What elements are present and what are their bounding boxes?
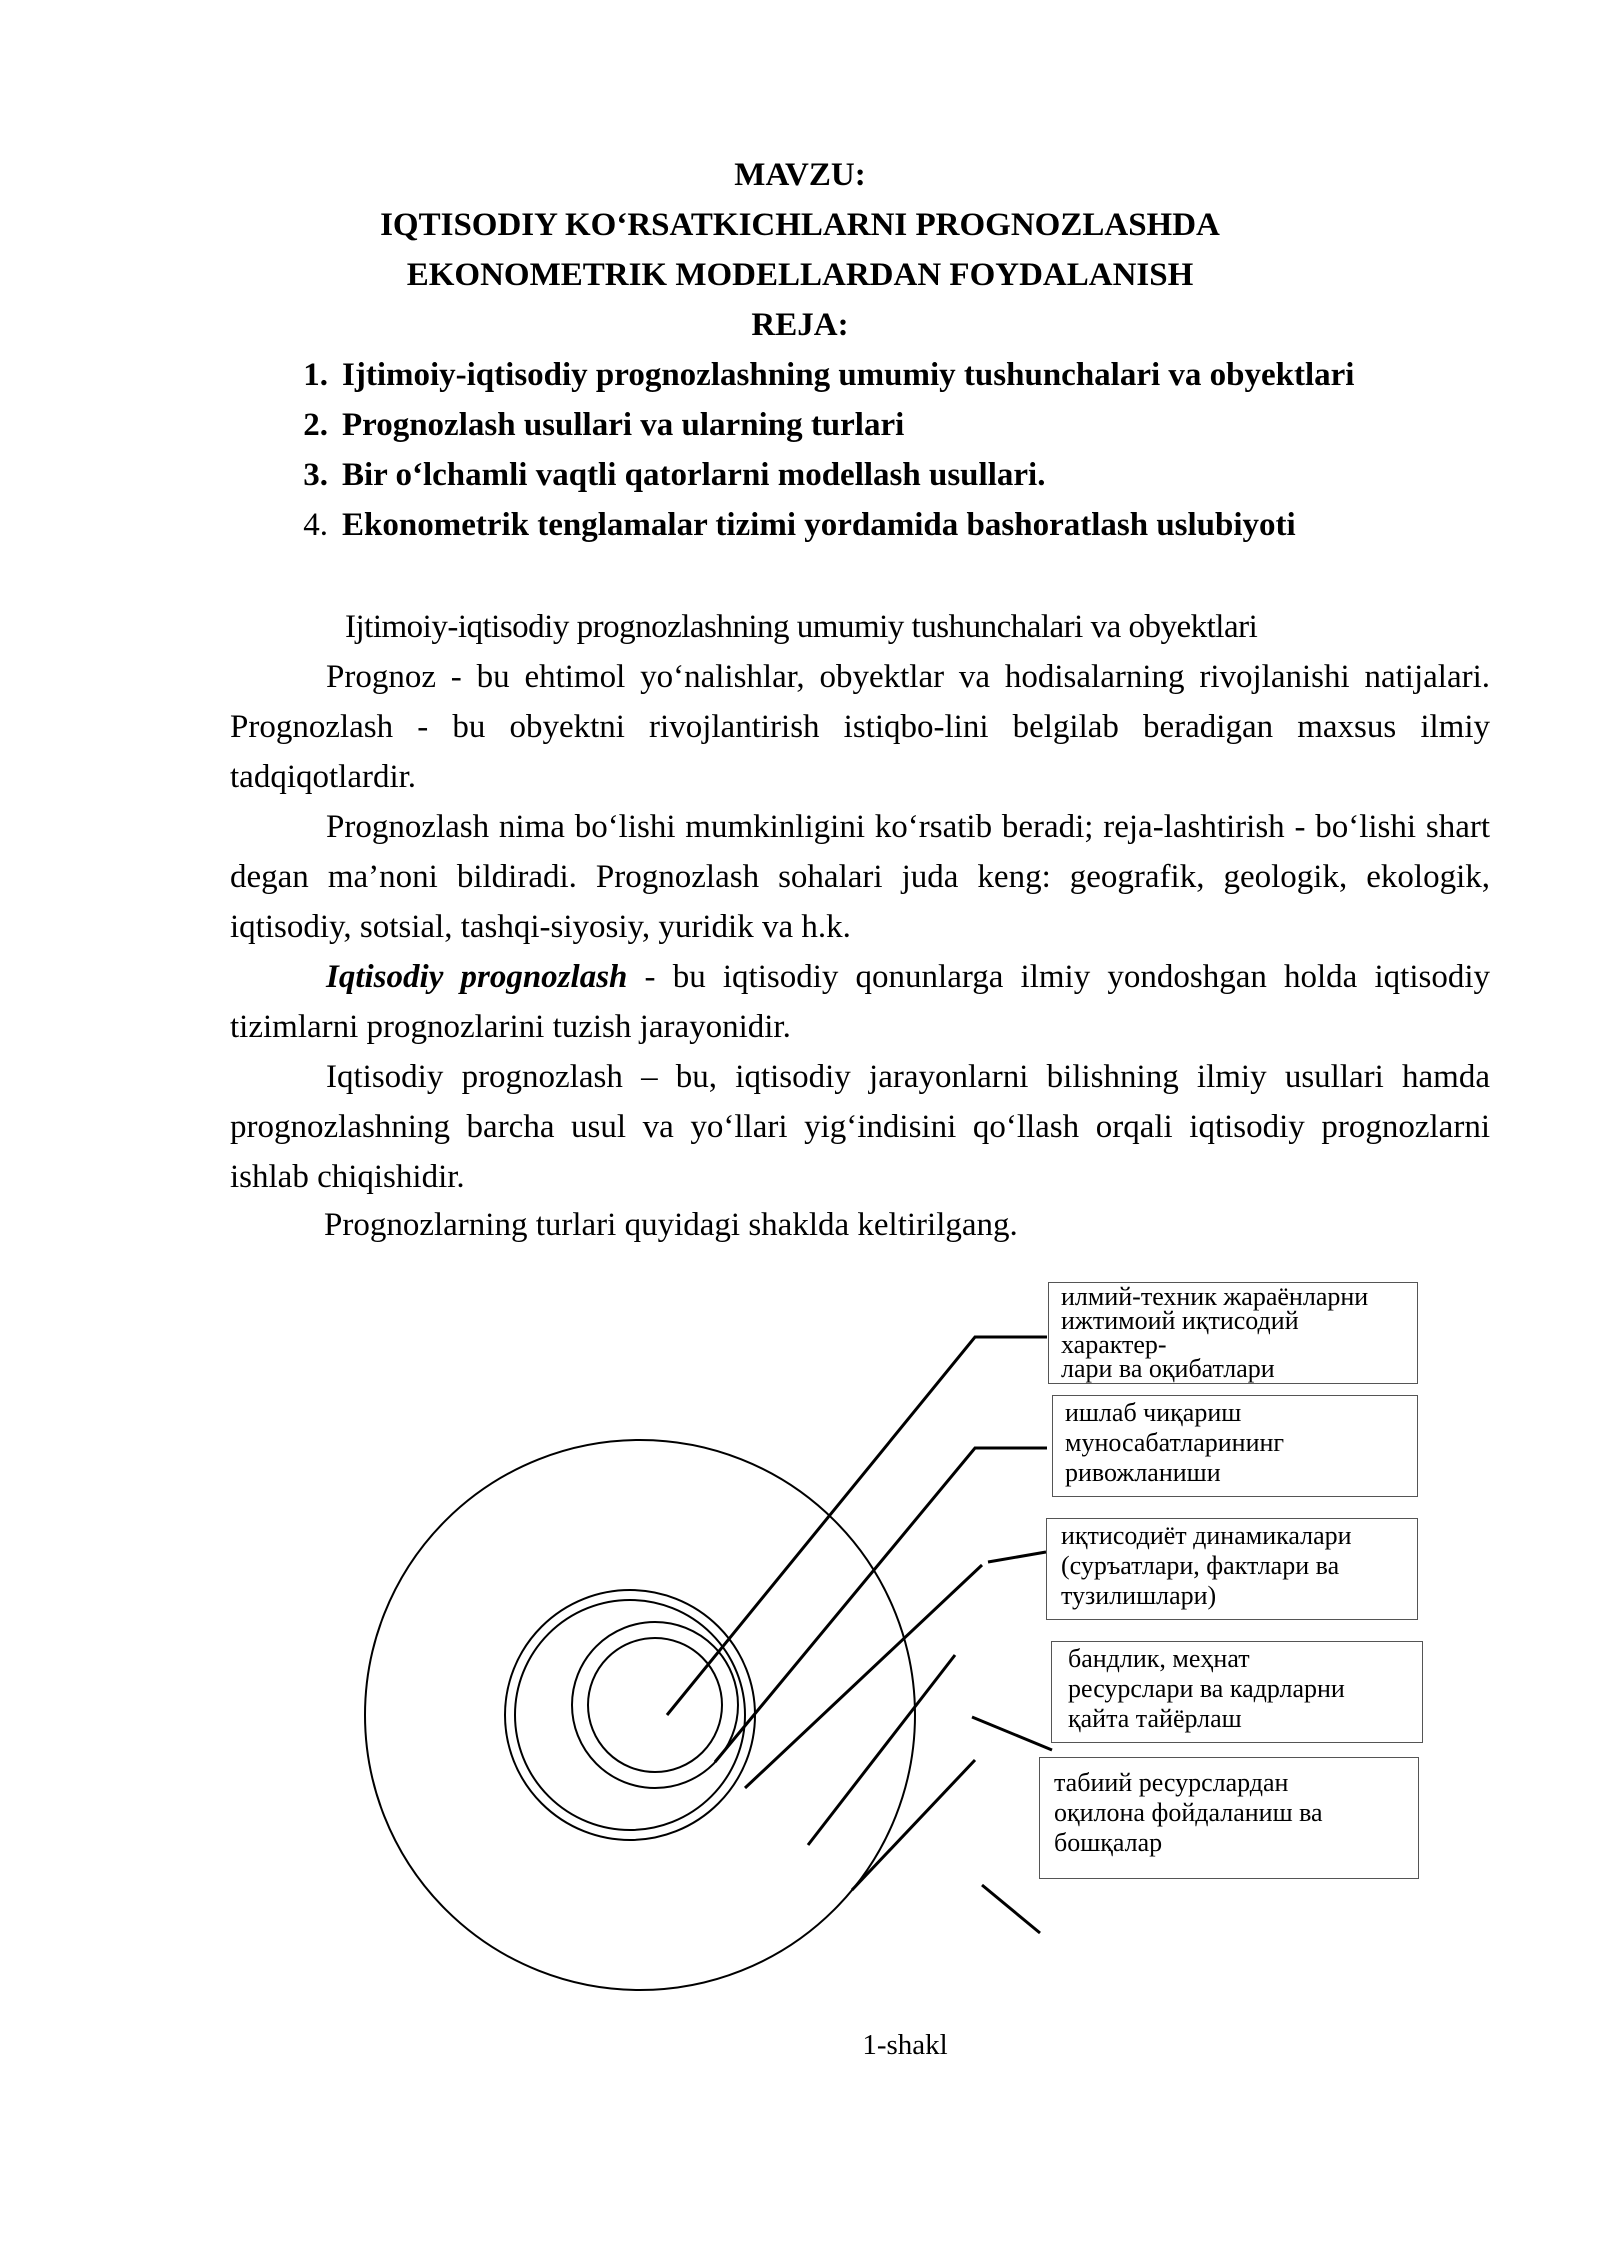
plan-item-text: Ekonometrik tenglamalar tizimi yordamida bashoratlash uslubiyoti [342,507,1296,543]
leader-line-4 [808,1655,955,1845]
leader-line-4b [972,1717,1052,1750]
diagram-box-line: ривожланиши [1065,1458,1221,1487]
diagram-box-line: бошқалар [1054,1828,1163,1857]
paragraph-4: Iqtisodiy prognozlash – bu, iqtisodiy jarayonlarni bilishning ilmiy usullari hamda prognozlashning barcha usul va yo‘llari yig‘indisini qo‘llash orqali iqtisodiy prognozlarni ishlab chiqishidir. [230,1059,1490,1195]
plan-label: REJA: [751,307,849,343]
paragraph-3-text: - bu iqtisodiy qonunlarga ilmiy yondoshgan holda iqtisodiy tizimlarni prognozlarini tuzish jarayonidir. [230,959,1490,1045]
section-title: Ijtimoiy-iqtisodiy prognozlashning umumiy tushunchalari va obyektlari [345,609,1258,645]
topic-label: MAVZU: [734,157,866,193]
diagram-box-line: илмий-техник жараёнларни [1061,1282,1369,1311]
diagram-box-line: лари ва оқибатлари [1061,1354,1275,1383]
diagram-box-natural-resources [1039,1757,1419,1879]
diagram-box-line: бандлик, меҳнат [1068,1644,1250,1673]
diagram-box-line: оқилона фойдаланиш ва [1054,1798,1323,1827]
leader-line-2 [715,1448,1047,1762]
ring-outer-circle [505,1590,755,1840]
diagram-box-line: ресурслари ва кадрларни [1068,1674,1345,1703]
topic-title-line-2: EKONOMETRIK MODELLARDAN FOYDALANISH [406,257,1194,293]
diagram-box-line: (суръатлари, фактлари ва [1061,1551,1340,1580]
leader-line-3 [745,1565,982,1788]
diagram-box-production-relations [1052,1395,1418,1497]
outer-circle [365,1440,915,1990]
document-header [0,150,1600,350]
plan-item-number: 4. [303,507,328,543]
diagram-box-line: тузилишлари) [1061,1581,1217,1610]
plan-item [270,500,1510,550]
paragraph-3 [230,952,1490,1052]
paragraph-3-term: Iqtisodiy prognozlash [326,959,628,995]
diagram-box-line: иқтисодиёт динамикалари [1061,1521,1352,1550]
diagram-box-line: ижтимоий иқтисодий [1061,1306,1299,1335]
core-outer-circle [572,1622,738,1788]
plan-item [270,450,1510,500]
diagram-box-employment [1051,1641,1423,1743]
paragraph-1: Prognoz - bu ehtimol yo‘nalishlar, obyektlar va hodisalarning rivojlanishi natijalari. Prognozlash - bu obyektni rivojlantirish istiqbo-lini belgilab beradigan maxsus ilmiy tadqiqotlardir. [230,659,1490,795]
diagram-box-line: қайта тайёрлаш [1068,1704,1242,1733]
plan-item [270,350,1510,400]
topic-title-line-1: IQTISODIY KO‘RSATKICHLARNI PROGNOZLASHDA [380,207,1220,243]
plan-item-text: Ijtimoiy-iqtisodiy prognozlashning umumiy tushunchalari va obyektlari [342,357,1355,393]
core-inner-circle [588,1638,722,1772]
leader-line-3b [988,1552,1046,1562]
leader-line-5b [982,1885,1040,1933]
paragraph-2: Prognozlash nima bo‘lishi mumkinligini ko‘rsatib beradi; reja-lashtirish - bo‘lishi shart degan ma’noni bildiradi. Prognozlash sohalari juda keng: geografik, geologik, ekologik, iqtisodiy, sotsial, tashqi-siyosiy, yuridik va h.k. [230,809,1490,945]
paragraph-5: Prognozlarning turlari quyidagi shaklda keltirilgang. [324,1207,1018,1243]
plan-list [270,350,1510,550]
leader-line-5 [852,1760,975,1890]
diagram-box-line: ишлаб чиқариш [1065,1398,1242,1427]
diagram-box-line: характер- [1061,1330,1167,1359]
plan-item-number: 3. [303,457,328,493]
figure-caption: 1-shakl [862,2029,948,2061]
diagram-box-scientific-technical [1048,1282,1418,1384]
plan-item-number: 2. [303,407,328,443]
plan-item [270,400,1510,450]
plan-item-text: Prognozlash usullari va ularning turlari [342,407,905,443]
diagram-box-economic-dynamics [1046,1518,1418,1620]
diagram-box-line: муносабатларининг [1065,1428,1285,1457]
diagram-box-line: табиий ресурслардан [1054,1768,1289,1797]
plan-item-text: Bir o‘lchamli vaqtli qatorlarni modellash usullari. [342,457,1046,493]
ring-inner-circle [515,1600,745,1830]
plan-item-number: 1. [303,357,328,393]
